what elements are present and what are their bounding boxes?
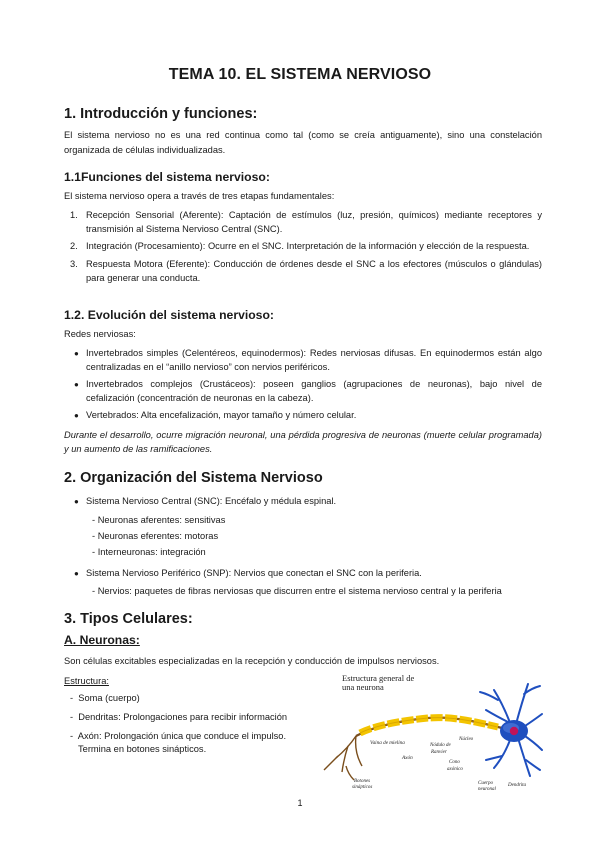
bullet-item bbox=[74, 347, 542, 374]
nucleus-icon bbox=[510, 727, 518, 735]
label-botones-2: sinápticos bbox=[352, 785, 373, 790]
item-text: Recepción Sensorial (Aferente): Captación de estímulos (luz, presión, químicos) mediante receptores y transmisión al Sistema Nervioso Central (SNC). bbox=[86, 210, 542, 234]
bullet-icon: ● bbox=[74, 569, 79, 578]
section-2-heading: 2. Organización del Sistema Nervioso bbox=[64, 470, 323, 486]
axon-terminals bbox=[324, 736, 362, 780]
structure-item: - Soma (cuerpo) bbox=[70, 693, 140, 703]
figure-title-line-2: una neurona bbox=[342, 682, 384, 692]
sub-item: - Interneuronas: integración bbox=[92, 547, 206, 557]
label-nodo-2: Ranvier bbox=[431, 750, 447, 755]
bullet-item bbox=[74, 567, 542, 581]
section-1-2-lead: Redes nerviosas: bbox=[64, 329, 136, 339]
numbered-item bbox=[70, 258, 542, 285]
figure-title-line-1: Estructura general de bbox=[342, 673, 415, 683]
label-botones-1: Botones bbox=[354, 779, 371, 784]
bullet-text: Sistema Nervioso Central (SNC): Encéfalo y médula espinal. bbox=[86, 496, 337, 506]
label-nucleo: Núcleo bbox=[459, 737, 474, 742]
structure-item-continued: Termina en botones sinápticos. bbox=[78, 744, 207, 754]
item-number: 2. bbox=[70, 241, 78, 251]
item-number: 3. bbox=[70, 259, 78, 269]
bullet-icon: ● bbox=[74, 380, 79, 389]
structure-item: - Dendritas: Prolongaciones para recibir información bbox=[70, 712, 288, 722]
numbered-item bbox=[70, 209, 542, 236]
bullet-text: Sistema Nervioso Periférico (SNP): Nervios que conectan el SNC con la periferia. bbox=[86, 568, 422, 578]
item-number: 1. bbox=[70, 210, 78, 220]
bullet-icon: ● bbox=[74, 349, 79, 358]
sub-item: - Neuronas aferentes: sensitivas bbox=[92, 515, 226, 525]
structure-item: - Axón: Prolongación única que conduce el impulso. bbox=[70, 731, 287, 741]
sub-item: - Neuronas eferentes: motoras bbox=[92, 531, 219, 541]
section-3a-heading: A. Neuronas: bbox=[64, 633, 140, 647]
label-dendrita: Dendrita bbox=[508, 783, 527, 788]
item-text: Integración (Procesamiento): Ocurre en el SNC. Interpretación de la información y elección de la respuesta. bbox=[86, 241, 530, 251]
label-cono-2: axónico bbox=[447, 767, 463, 772]
estructura-label: Estructura: bbox=[64, 676, 109, 686]
label-cono-1: Cono bbox=[449, 760, 460, 765]
sub-item: - Nervios: paquetes de fibras nerviosas que discurren entre el sistema nervioso central y la periferia bbox=[92, 586, 502, 596]
section-1-2-heading: 1.2. Evolución del sistema nervioso: bbox=[64, 308, 274, 322]
item-text: Respuesta Motora (Eferente): Conducción de órdenes desde el SNC a los efectores (músculos o glándulas) para generar una conducta. bbox=[86, 259, 542, 283]
section-1-1-lead: El sistema nervioso opera a través de tres etapas fundamentales: bbox=[64, 191, 335, 201]
bullet-text: Invertebrados complejos (Crustáceos): poseen ganglios (agrupaciones de neuronas), bajo nivel de cefalización (concentración de neuronas en la cabeza). bbox=[86, 379, 542, 403]
bullet-text: Invertebrados simples (Celentéreos, equinodermos): Redes nerviosas difusas. En equinodermos están algo centralizadas en el “anillo nervioso” con nervios periféricos. bbox=[86, 348, 542, 372]
bullet-text: Vertebrados: Alta encefalización, mayor tamaño y número celular. bbox=[86, 410, 357, 420]
section-3a-lead: Son células excitables especializadas en la recepción y conducción de impulsos nerviosos. bbox=[64, 656, 440, 666]
section-3-heading: 3. Tipos Celulares: bbox=[64, 611, 193, 627]
neuron-diagram bbox=[318, 670, 544, 792]
document-title: TEMA 10. EL SISTEMA NERVIOSO bbox=[168, 66, 432, 83]
bullet-item bbox=[74, 495, 542, 509]
section-1-1-heading: 1.1Funciones del sistema nervioso: bbox=[64, 170, 270, 184]
bullet-item bbox=[74, 409, 542, 423]
page-number: 1 bbox=[297, 798, 303, 808]
label-axon: Axón bbox=[402, 755, 413, 761]
label-cuerpo-1: Cuerpo bbox=[478, 781, 493, 786]
section-1-intro: El sistema nervioso no es una red continua como tal (como se creía antiguamente), sino una constelación organizada de células individualizadas. bbox=[64, 130, 542, 155]
bullet-item bbox=[74, 378, 542, 405]
section-1-2-note: Durante el desarrollo, ocurre migración neuronal, una pérdida progresiva de neuronas (muerte celular programada) y un aumento de las ramificaciones. bbox=[64, 430, 542, 454]
label-cuerpo-2: neuronal bbox=[478, 787, 496, 792]
numbered-item bbox=[70, 240, 542, 254]
bullet-icon: ● bbox=[74, 497, 79, 506]
bullet-icon: ● bbox=[74, 411, 79, 420]
label-nodo-1: Nódulo de bbox=[430, 743, 451, 748]
section-1-heading: 1. Introducción y funciones: bbox=[64, 106, 258, 122]
label-vaina: Vaina de mielina bbox=[370, 740, 405, 746]
